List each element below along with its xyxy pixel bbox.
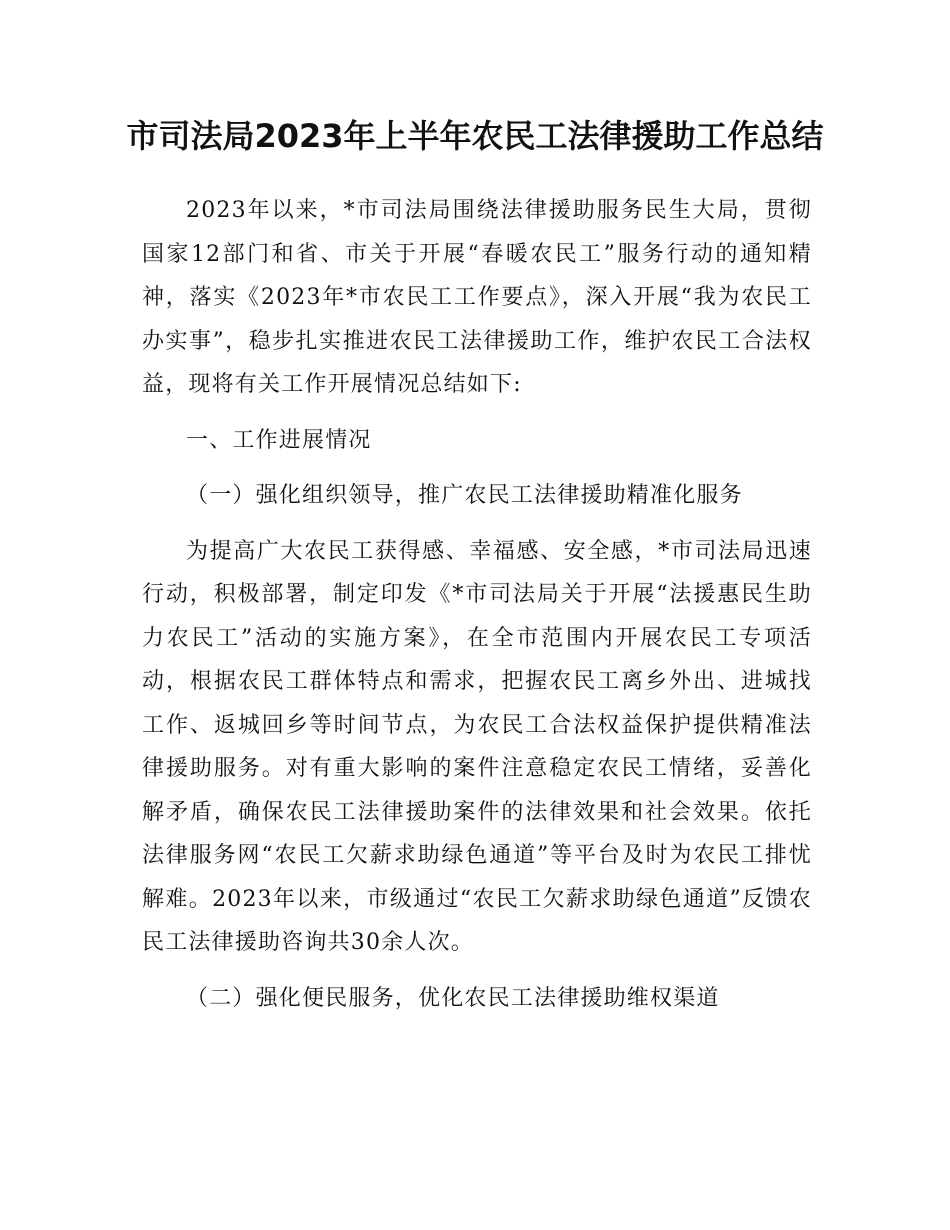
subsection-heading-2: （二）强化便民服务，优化农民工法律援助维权渠道: [186, 985, 720, 1011]
intro-paragraph: 2023年以来，*市司法局围绕法律援助服务民生大局，贯彻国家12部门和省、市关于开展“春暖农民工”服务行动的通知精神，落实《2023年*市农民工工作要点》，深入开展“我为农民工办实事”，稳步扎实推进农民工法律援助工作，维护农民工合法权益，现将有关工作开展情况总结如下:: [142, 198, 812, 397]
document-body: [142, 189, 812, 1032]
subsection-heading-1: （一）强化组织领导，推广农民工法律援助精准化服务: [186, 483, 743, 508]
body-paragraph-1: 为提高广大农民工获得感、幸福感、安全感，*市司法局迅速行动，积极部署，制定印发《*市司法局关于开展“法援惠民生助力农民工”活动的实施方案》，在全市范围内开展农民工专项活动，根据农民工群体特点和需求，把握农民工离乡外出、进城找工作、返城回乡等时间节点，为农民工合法权益保护提供精准法律援助服务。对有重大影响的案件注意稳定农民工情绪，妥善化解矛盾，确保农民工法律援助案件的法律效果和社会效果。依托法律服务网“农民工欠薪求助绿色通道”等平台及时为农民工排忧解难。2023年以来，市级通过“农民工欠薪求助绿色通道”反馈农民工法律援助咨询共30余人次。: [142, 538, 812, 955]
section-heading-1: 一、工作进展情况: [186, 427, 372, 453]
document-title: 市司法局2023年上半年农民工法律援助工作总结: [126, 117, 824, 155]
